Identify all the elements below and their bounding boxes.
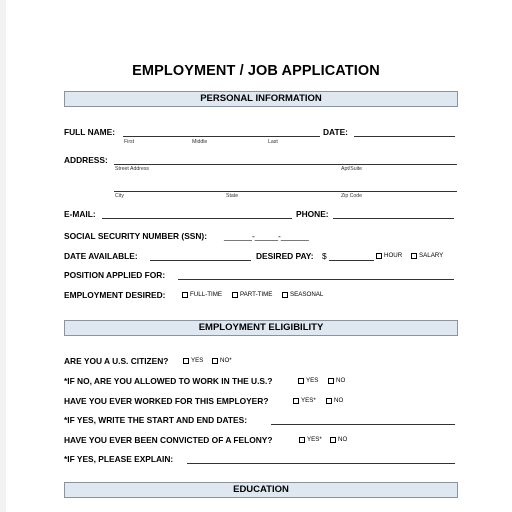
full-time-option[interactable] bbox=[182, 290, 222, 300]
felony-no-checkbox[interactable] bbox=[330, 437, 336, 443]
email-field[interactable] bbox=[102, 218, 292, 219]
last-sublabel: Last bbox=[268, 139, 278, 145]
zip-code-sublabel: Zip Code bbox=[341, 193, 363, 199]
allowed-yes-label: YES bbox=[306, 377, 319, 384]
salary-option[interactable] bbox=[411, 251, 443, 261]
citizen-question: ARE YOU A U.S. CITIZEN? bbox=[64, 356, 169, 366]
dates-question: *IF YES, WRITE THE START AND END DATES: bbox=[64, 415, 248, 425]
date-available-field[interactable] bbox=[150, 260, 251, 261]
allowed-yes-checkbox[interactable] bbox=[298, 378, 304, 384]
city-state-zip-field[interactable] bbox=[114, 191, 457, 192]
street-address-field[interactable] bbox=[114, 164, 457, 165]
citizen-no-label: NO* bbox=[220, 357, 232, 364]
seasonal-checkbox[interactable] bbox=[282, 292, 288, 298]
felony-yes-option[interactable] bbox=[299, 435, 322, 445]
middle-sublabel: Middle bbox=[192, 139, 208, 145]
hour-checkbox[interactable] bbox=[376, 253, 382, 259]
phone-field[interactable] bbox=[333, 218, 454, 219]
felony-no-option[interactable] bbox=[330, 435, 347, 445]
dates-field[interactable] bbox=[271, 424, 455, 425]
section-employment-eligibility: EMPLOYMENT ELIGIBILITY bbox=[64, 320, 458, 336]
date-available-label: DATE AVAILABLE: bbox=[64, 251, 138, 261]
worked-no-checkbox[interactable] bbox=[326, 398, 332, 404]
seasonal-option[interactable] bbox=[282, 290, 323, 300]
page-title: EMPLOYMENT / JOB APPLICATION bbox=[132, 63, 380, 79]
allowed-yes-option[interactable] bbox=[298, 376, 318, 386]
employment-desired-label: EMPLOYMENT DESIRED: bbox=[64, 290, 166, 300]
state-sublabel: State bbox=[226, 193, 239, 199]
citizen-yes-checkbox[interactable] bbox=[183, 358, 189, 364]
worked-no-option[interactable] bbox=[326, 396, 343, 406]
salary-checkbox[interactable] bbox=[411, 253, 417, 259]
allowed-question: *IF NO, ARE YOU ALLOWED TO WORK IN THE U.S.? bbox=[64, 376, 273, 386]
city-sublabel: City bbox=[115, 193, 124, 199]
apt-suite-sublabel: Apt/Suite bbox=[341, 166, 363, 172]
part-time-option[interactable] bbox=[232, 290, 272, 300]
full-time-label: FULL-TIME bbox=[190, 291, 222, 298]
date-field[interactable] bbox=[354, 136, 455, 137]
citizen-no-checkbox[interactable] bbox=[212, 358, 218, 364]
allowed-no-label: NO bbox=[336, 377, 346, 384]
salary-label: SALARY bbox=[419, 252, 444, 259]
hour-option[interactable] bbox=[376, 251, 402, 261]
street-address-sublabel: Street Address bbox=[115, 166, 150, 172]
full-time-checkbox[interactable] bbox=[182, 292, 188, 298]
ssn-field[interactable]: ______-_____-______ bbox=[224, 231, 309, 241]
hour-label: HOUR bbox=[384, 252, 403, 259]
felony-no-label: NO bbox=[338, 436, 348, 443]
felony-question: HAVE YOU EVER BEEN CONVICTED OF A FELONY? bbox=[64, 435, 273, 445]
part-time-checkbox[interactable] bbox=[232, 292, 238, 298]
allowed-no-checkbox[interactable] bbox=[328, 378, 334, 384]
citizen-yes-option[interactable] bbox=[183, 356, 203, 366]
worked-no-label: NO bbox=[334, 397, 344, 404]
section-education: EDUCATION bbox=[64, 482, 458, 498]
date-label: DATE: bbox=[323, 127, 348, 137]
desired-pay-field[interactable] bbox=[329, 260, 374, 261]
citizen-no-option[interactable] bbox=[212, 356, 232, 366]
full-name-label: FULL NAME: bbox=[64, 127, 116, 137]
felony-yes-label: YES* bbox=[307, 436, 322, 443]
first-sublabel: First bbox=[124, 139, 135, 145]
address-label: ADDRESS: bbox=[64, 155, 108, 165]
worked-question: HAVE YOU EVER WORKED FOR THIS EMPLOYER? bbox=[64, 396, 269, 406]
worked-yes-option[interactable] bbox=[293, 396, 316, 406]
ssn-label: SOCIAL SECURITY NUMBER (SSN): bbox=[64, 231, 208, 241]
full-name-field[interactable] bbox=[123, 136, 320, 137]
position-field[interactable] bbox=[178, 279, 454, 280]
explain-field[interactable] bbox=[187, 463, 455, 464]
dollar-sign: $ bbox=[322, 251, 327, 261]
desired-pay-label: DESIRED PAY: bbox=[256, 251, 314, 261]
citizen-yes-label: YES bbox=[191, 357, 204, 364]
email-label: E-MAIL: bbox=[64, 209, 96, 219]
explain-question: *IF YES, PLEASE EXPLAIN: bbox=[64, 454, 174, 464]
allowed-no-option[interactable] bbox=[328, 376, 345, 386]
phone-label: PHONE: bbox=[296, 209, 329, 219]
part-time-label: PART-TIME bbox=[240, 291, 273, 298]
worked-yes-checkbox[interactable] bbox=[293, 398, 299, 404]
seasonal-label: SEASONAL bbox=[290, 291, 324, 298]
felony-yes-checkbox[interactable] bbox=[299, 437, 305, 443]
position-label: POSITION APPLIED FOR: bbox=[64, 270, 166, 280]
section-personal-information: PERSONAL INFORMATION bbox=[64, 91, 458, 107]
worked-yes-label: YES* bbox=[301, 397, 316, 404]
